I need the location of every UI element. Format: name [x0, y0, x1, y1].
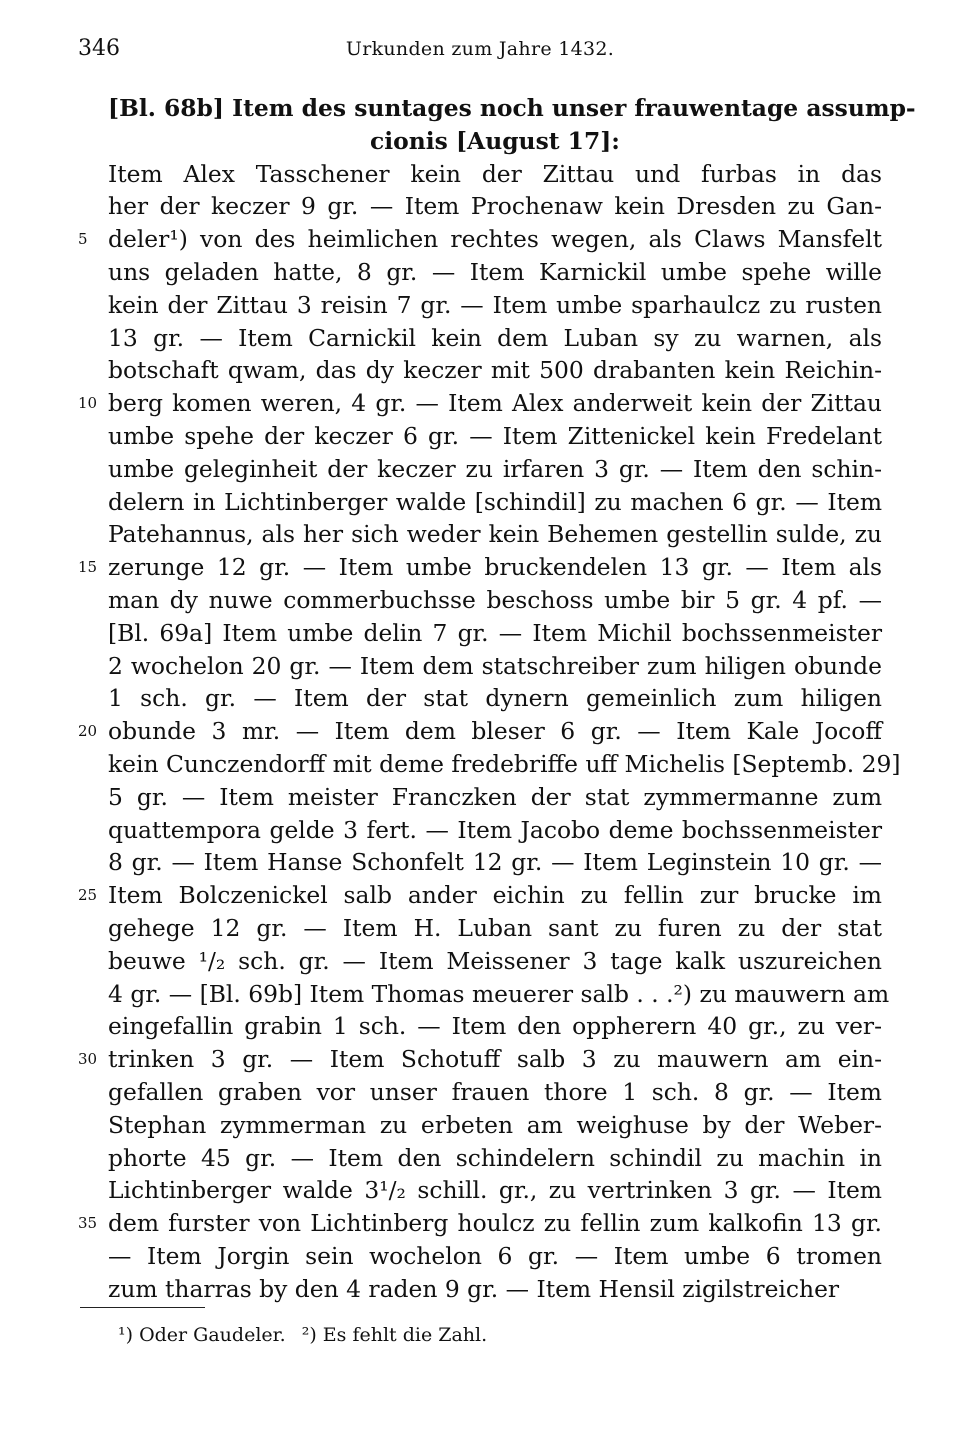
line-text: gehege 12 gr. — Item H. Luban sant zu furen zu der stat	[108, 913, 882, 942]
text-line	[108, 846, 882, 879]
text-line	[108, 1109, 882, 1142]
page-header	[78, 36, 882, 66]
text-line	[108, 1240, 882, 1273]
text-line	[108, 912, 882, 945]
text-line	[108, 584, 882, 617]
text-line	[108, 781, 882, 814]
footnote-divider	[80, 1307, 205, 1308]
line-text: [Bl. 69a] Item umbe delin 7 gr. — Item Michil bochssenmeister	[108, 618, 882, 647]
line-text: umbe spehe der keczer 6 gr. — Item Zittenickel kein Fredelant	[108, 421, 882, 450]
line-text: Lichtinberger walde 3¹/₂ schill. gr., zu vertrinken 3 gr. — Item	[108, 1176, 882, 1205]
running-title: Urkunden zum Jahre 1432.	[345, 38, 615, 60]
line-text: [Bl. 68b] Item des suntages noch unser frauwentage assump-	[108, 94, 916, 122]
line-text: zum tharras by den 4 raden 9 gr. — Item Hensil zigilstreicher	[108, 1274, 840, 1303]
footnote-2: ²) Es fehlt die Zahl.	[301, 1324, 488, 1346]
line-text: delern in Lichtinberger walde [schindil] zu machen 6 gr. — Item	[108, 487, 882, 516]
line-text: Item Alex Tasschener kein der Zittau und furbas in das	[108, 159, 882, 188]
document-body	[78, 92, 916, 1305]
line-text: uns geladen hatte, 8 gr. — Item Karnickil umbe spehe wille	[108, 257, 882, 286]
line-text: 2 wochelon 20 gr. — Item dem statschreiber zum hiligen obunde	[108, 651, 882, 680]
line-text: Stephan zymmerman zu erbeten am weighuse by der Weber-	[108, 1110, 882, 1139]
line-text: kein der Zittau 3 reisin 7 gr. — Item umbe sparhaulcz zu rusten	[108, 290, 882, 319]
line-text: man dy nuwe commerbuchsse beschoss umbe bir 5 gr. 4 pf. —	[108, 585, 882, 614]
line-number: 10	[78, 394, 98, 413]
line-text: quattempora gelde 3 fert. — Item Jacobo deme bochssenmeister	[108, 815, 882, 844]
text-line	[108, 158, 882, 191]
text-line	[108, 354, 882, 387]
text-line	[108, 420, 882, 453]
line-text: deler¹) von des heimlichen rechtes wegen, als Claws Mansfelt	[108, 225, 882, 254]
line-text: her der keczer 9 gr. — Item Prochenaw kein Dresden zu Gan-	[108, 192, 882, 221]
text-line	[108, 617, 882, 650]
line-text: dem furster von Lichtinberg houlcz zu fellin zum kalkofin 13 gr.	[108, 1209, 882, 1238]
line-number: 20	[78, 722, 98, 741]
text-line	[78, 879, 882, 912]
line-text: beuwe ¹/₂ sch. gr. — Item Meissener 3 tage kalk uszureichen	[108, 946, 882, 975]
line-text: 4 gr. — [Bl. 69b] Item Thomas meuerer salb . . .²) zu mauwern am	[108, 979, 890, 1008]
line-text: phorte 45 gr. — Item den schindelern schindil zu machin in	[108, 1143, 882, 1172]
page-number: 346	[78, 36, 120, 61]
line-number: 30	[78, 1050, 98, 1069]
line-text: 8 gr. — Item Hanse Schonfelt 12 gr. — Item Leginstein 10 gr. —	[108, 848, 882, 877]
text-line	[108, 92, 916, 125]
text-line	[108, 1076, 882, 1109]
line-text: eingefallin grabin 1 sch. — Item den oppherern 40 gr., zu ver-	[108, 1012, 882, 1041]
line-text: zerunge 12 gr. — Item umbe bruckendelen 13 gr. — Item als	[108, 553, 882, 582]
text-line	[108, 256, 882, 289]
line-number: 25	[78, 886, 98, 905]
line-text: Patehannus, als her sich weder kein Behemen gestellin sulde, zu	[108, 520, 882, 549]
text-line	[108, 453, 882, 486]
text-line	[108, 682, 882, 715]
line-number: 5	[78, 230, 88, 249]
text-line	[108, 190, 882, 223]
text-line	[78, 223, 882, 256]
line-text: obunde 3 mr. — Item dem bleser 6 gr. — Item Kale Jocoff	[108, 717, 882, 746]
line-text: Item Bolczenickel salb ander eichin zu fellin zur brucke im	[108, 881, 882, 910]
text-line	[108, 125, 882, 158]
text-line	[108, 1174, 882, 1207]
text-line	[78, 387, 882, 420]
text-line	[108, 1142, 882, 1175]
text-line	[78, 1207, 882, 1240]
text-line	[108, 1273, 882, 1306]
line-text: 13 gr. — Item Carnickil kein dem Luban sy zu warnen, als	[108, 323, 882, 352]
text-line	[108, 814, 882, 847]
text-line	[108, 748, 901, 781]
text-line	[78, 715, 882, 748]
text-line	[78, 1043, 882, 1076]
line-text: berg komen weren, 4 gr. — Item Alex anderweit kein der Zittau	[108, 389, 882, 418]
line-number: 15	[78, 558, 98, 577]
text-line	[108, 322, 882, 355]
text-line	[108, 486, 882, 519]
text-line	[108, 650, 882, 683]
line-number: 35	[78, 1214, 98, 1233]
line-text: kein Cunczendorff mit deme fredebriffe uff Michelis [Septemb. 29]	[108, 749, 901, 778]
text-line	[108, 945, 882, 978]
footnotes	[118, 1324, 497, 1346]
line-text: botschaft qwam, das dy keczer mit 500 drabanten kein Reichin-	[108, 356, 882, 385]
text-line	[108, 1010, 882, 1043]
line-text: — Item Jorgin sein wochelon 6 gr. — Item umbe 6 tromen	[108, 1241, 882, 1270]
line-text: cionis [August 17]:	[370, 126, 620, 155]
footnote-1: ¹) Oder Gaudeler.	[118, 1324, 286, 1346]
line-text: gefallen graben vor unser frauen thore 1 sch. 8 gr. — Item	[108, 1077, 882, 1106]
text-line	[108, 978, 890, 1011]
line-text: umbe geleginheit der keczer zu irfaren 3 gr. — Item den schin-	[108, 454, 882, 483]
text-line	[78, 551, 882, 584]
line-text: trinken 3 gr. — Item Schotuff salb 3 zu mauwern am ein-	[108, 1045, 882, 1074]
line-text: 5 gr. — Item meister Franczken der stat zymmermanne zum	[108, 782, 882, 811]
line-text: 1 sch. gr. — Item der stat dynern gemeinlich zum hiligen	[108, 684, 882, 713]
text-line	[108, 289, 882, 322]
text-line	[108, 518, 882, 551]
